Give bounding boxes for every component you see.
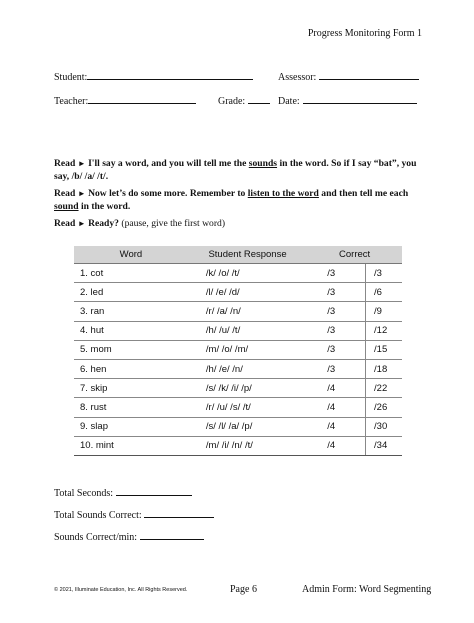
total-sounds-correct-blank[interactable] [144,508,214,518]
word-cell: 10. mint [74,436,188,455]
instruction-read-label: Read [54,158,76,169]
table-header-row [74,246,402,264]
teacher-label: Teacher: [54,96,89,107]
student-response-cell: /h/ /e/ /n/ [188,359,307,378]
cumulative-total-cell: /15 [366,340,402,359]
word-cell: 7. skip [74,379,188,398]
instruction-text: in the word. [78,201,131,212]
sounds-correct-per-min-label: Sounds Correct/min: [54,532,138,543]
student-label: Student: [54,72,88,83]
grade-label: Grade: [218,96,246,107]
table-row [74,302,402,321]
cumulative-total-cell: /22 [366,379,402,398]
assessor-field[interactable] [278,70,419,83]
instruction-emphasis: sound [54,201,79,212]
total-seconds-label: Total Seconds: [54,488,114,499]
play-arrow-icon: ► [77,219,86,228]
table-row [74,340,402,359]
student-response-cell: /h/ /u/ /t/ [188,321,307,340]
cumulative-total-cell: /12 [366,321,402,340]
page-number: Page 6 [230,584,257,595]
correct-max-cell[interactable]: /3 [307,264,365,283]
grade-blank-line[interactable] [248,94,270,104]
correct-max-cell[interactable]: /4 [307,417,365,436]
word-cell: 1. cot [74,264,188,283]
student-response-cell: /l/ /e/ /d/ [188,283,307,302]
form-title: Progress Monitoring Form 1 [307,28,422,39]
cumulative-total-cell: /9 [366,302,402,321]
teacher-blank-line[interactable] [88,94,196,104]
table-row [74,379,402,398]
instruction-text: in the word. So if I say “bat”, you say, /b/ /a/ /t/. [54,158,417,182]
instruction-2 [54,187,424,213]
instruction-3 [54,217,424,230]
word-cell: 8. rust [74,398,188,417]
instruction-text: and then tell me each [318,188,409,199]
table-row [74,359,402,378]
grade-field[interactable] [218,94,270,107]
teacher-field[interactable] [54,94,196,107]
instruction-note: (pause, give the first word) [118,218,226,229]
instruction-text: I'll say a word, and you will tell me the [88,158,249,169]
word-cell: 6. hen [74,359,188,378]
form-name: Admin Form: Word Segmenting [302,584,432,595]
correct-max-cell[interactable]: /4 [307,398,365,417]
date-blank-line[interactable] [303,94,417,104]
total-sounds-correct-label: Total Sounds Correct: [54,510,142,521]
sounds-correct-per-min-field[interactable] [54,530,204,543]
date-label: Date: [278,96,300,107]
cumulative-total-cell: /18 [366,359,402,378]
play-arrow-icon: ► [77,189,86,198]
word-cell: 4. hut [74,321,188,340]
scoring-table [74,246,402,456]
student-response-cell: /m/ /o/ /m/ [188,340,307,359]
correct-max-cell[interactable]: /3 [307,321,365,340]
student-response-cell: /k/ /o/ /t/ [188,264,307,283]
student-response-cell: /m/ /i/ /n/ /t/ [188,436,307,455]
play-arrow-icon: ► [77,159,86,168]
instruction-emphasis: sounds [248,158,278,169]
student-field[interactable] [54,70,253,83]
student-blank-line[interactable] [87,70,253,80]
instruction-text: Ready? [88,218,119,229]
instruction-1 [54,157,424,183]
correct-max-cell[interactable]: /4 [307,436,365,455]
header-correct: Correct [307,246,402,264]
table-row [74,436,402,455]
correct-max-cell[interactable]: /3 [307,359,365,378]
table-row [74,398,402,417]
student-response-cell: /r/ /u/ /s/ /t/ [188,398,307,417]
total-seconds-blank[interactable] [116,486,192,496]
total-sounds-correct-field[interactable] [54,508,214,521]
correct-max-cell[interactable]: /4 [307,379,365,398]
word-cell: 2. led [74,283,188,302]
student-response-cell: /r/ /a/ /n/ [188,302,307,321]
table-row [74,283,402,302]
instruction-emphasis: listen to the word [247,188,319,199]
total-seconds-field[interactable] [54,486,192,499]
instruction-read-label: Read [54,218,76,229]
word-cell: 3. ran [74,302,188,321]
cumulative-total-cell: /34 [366,436,402,455]
copyright-notice: © 2021, Illuminate Education, Inc. All Rights Reserved. [54,587,188,593]
correct-max-cell[interactable]: /3 [307,340,365,359]
table-row [74,417,402,436]
cumulative-total-cell: /6 [366,283,402,302]
cumulative-total-cell: /30 [366,417,402,436]
word-cell: 5. mom [74,340,188,359]
date-field[interactable] [278,94,417,107]
table-row [74,321,402,340]
header-word: Word [74,246,188,264]
instruction-read-label: Read [54,188,76,199]
assessor-label: Assessor: [278,72,317,83]
correct-max-cell[interactable]: /3 [307,283,365,302]
instruction-text: Now let’s do some more. Remember to [88,188,248,199]
correct-max-cell[interactable]: /3 [307,302,365,321]
header-student-response: Student Response [188,246,307,264]
student-response-cell: /s/ /l/ /a/ /p/ [188,417,307,436]
table-row [74,264,402,283]
word-cell: 9. slap [74,417,188,436]
sounds-correct-per-min-blank[interactable] [140,530,204,540]
assessor-blank-line[interactable] [319,70,419,80]
cumulative-total-cell: /26 [366,398,402,417]
cumulative-total-cell: /3 [366,264,402,283]
student-response-cell: /s/ /k/ /i/ /p/ [188,379,307,398]
